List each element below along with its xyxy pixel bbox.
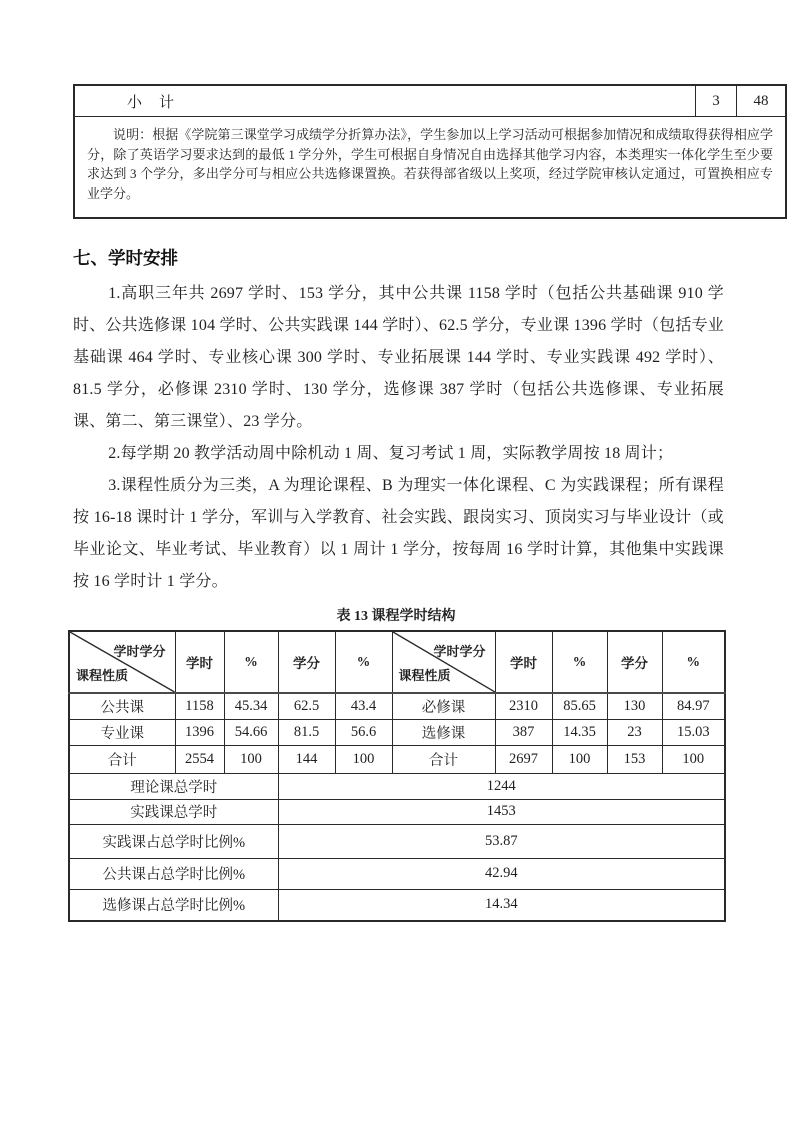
row-label: 合计 bbox=[392, 745, 495, 773]
note-cell bbox=[74, 117, 786, 219]
table-row-public-required bbox=[69, 693, 725, 719]
paragraph-2: 2.每学期 20 教学活动周中除机动 1 周、复习考试 1 周，实际教学周按 18 周计； bbox=[108, 445, 674, 462]
cell-hours: 1396 bbox=[175, 719, 224, 745]
summary-row-elective-ratio bbox=[69, 889, 725, 921]
cell-hours-pct: 54.66 bbox=[224, 719, 278, 745]
cell-hours-pct: 85.65 bbox=[552, 693, 607, 719]
header-hours-left: 学时 bbox=[175, 631, 224, 693]
diagonal-label-hours-credits: 学时学分 bbox=[113, 644, 166, 659]
subtotal-note-table bbox=[73, 84, 787, 219]
cell-hours: 2310 bbox=[495, 693, 552, 719]
header-credits-pct-left: % bbox=[335, 631, 392, 693]
cell-credits-pct: 15.03 bbox=[662, 719, 725, 745]
subtotal-row bbox=[74, 85, 786, 117]
header-credits-right: 学分 bbox=[607, 631, 662, 693]
row-label: 选修课 bbox=[392, 719, 495, 745]
cell-credits-pct: 56.6 bbox=[335, 719, 392, 745]
row-label: 合计 bbox=[69, 745, 175, 773]
cell-hours-pct: 45.34 bbox=[224, 693, 278, 719]
cell-credits: 23 bbox=[607, 719, 662, 745]
cell-hours-pct: 14.35 bbox=[552, 719, 607, 745]
summary-label: 实践课总学时 bbox=[69, 799, 278, 824]
summary-label: 公共课占总学时比例% bbox=[69, 858, 278, 889]
table13-header-row bbox=[69, 631, 725, 693]
note-row bbox=[74, 117, 786, 219]
summary-value: 14.34 bbox=[278, 889, 725, 921]
summary-row-theory-hours bbox=[69, 773, 725, 799]
cell-hours: 1158 bbox=[175, 693, 224, 719]
cell-credits: 130 bbox=[607, 693, 662, 719]
subtotal-label: 小 计 bbox=[74, 85, 696, 117]
cell-credits-pct: 43.4 bbox=[335, 693, 392, 719]
paragraph-1: 1.高职三年共 2697 学时、153 学分，其中公共课 1158 学时（包括公共基础课 910 学时、公共选修课 104 学时、公共实践课 144 学时）、62.5 学分，专业课 1396 学时（包括专业基础课 464 学时、专业核心课 300 学时、专业拓展课 144 学时、专业实践课 492 学时）、81.5 学分，必修课 2310 学时、130 学分，选修课 387 学时（包括公共选修课、专业拓展课、第二、第三课堂）、23 学分。 bbox=[73, 285, 724, 430]
summary-label: 选修课占总学时比例% bbox=[69, 889, 278, 921]
cell-credits-pct: 84.97 bbox=[662, 693, 725, 719]
summary-value: 42.94 bbox=[278, 858, 725, 889]
header-hours-right: 学时 bbox=[495, 631, 552, 693]
summary-label: 理论课总学时 bbox=[69, 773, 278, 799]
table13-caption: 表 13 课程学时结构 bbox=[336, 609, 456, 624]
summary-label: 实践课占总学时比例% bbox=[69, 824, 278, 858]
header-credits-left: 学分 bbox=[278, 631, 335, 693]
cell-hours: 2697 bbox=[495, 745, 552, 773]
summary-value: 1453 bbox=[278, 799, 725, 824]
row-label: 专业课 bbox=[69, 719, 175, 745]
cell-credits-pct: 100 bbox=[335, 745, 392, 773]
diagonal-header-cell-right bbox=[392, 631, 495, 693]
table13-course-hours-structure bbox=[68, 630, 726, 922]
header-credits-pct-right: % bbox=[662, 631, 725, 693]
cell-credits: 62.5 bbox=[278, 693, 335, 719]
summary-value: 1244 bbox=[278, 773, 725, 799]
header-hours-pct-left: % bbox=[224, 631, 278, 693]
cell-hours-pct: 100 bbox=[224, 745, 278, 773]
cell-hours: 2554 bbox=[175, 745, 224, 773]
table-row-totals bbox=[69, 745, 725, 773]
summary-row-practice-hours bbox=[69, 799, 725, 824]
diagonal-header-cell-left bbox=[69, 631, 175, 693]
summary-value: 53.87 bbox=[278, 824, 725, 858]
diagonal-label-hours-credits: 学时学分 bbox=[433, 644, 486, 659]
diagonal-label-course-nature: 课程性质 bbox=[398, 668, 451, 683]
subtotal-credits: 3 bbox=[696, 85, 737, 117]
header-hours-pct-right: % bbox=[552, 631, 607, 693]
row-label: 公共课 bbox=[69, 693, 175, 719]
paragraph-3: 3.课程性质分为三类，A 为理论课程、B 为理实一体化课程、C 为实践课程；所有课程按 16-18 课时计 1 学分，军训与入学教育、社会实践、跟岗实习、顶岗实习与毕业设计（或毕业论文、毕业考试、毕业教育）以 1 周计 1 学分，按每周 16 学时计算，其他集中实践课按 16 学时计 1 学分。 bbox=[73, 477, 724, 590]
cell-credits: 153 bbox=[607, 745, 662, 773]
summary-row-public-ratio bbox=[69, 858, 725, 889]
row-label: 必修课 bbox=[392, 693, 495, 719]
subtotal-hours: 48 bbox=[737, 85, 787, 117]
table-row-major-elective bbox=[69, 719, 725, 745]
section-heading: 七、学时安排 bbox=[73, 248, 178, 268]
cell-credits: 144 bbox=[278, 745, 335, 773]
note-text: 说明：根据《学院第三课堂学习成绩学分折算办法》，学生参加以上学习活动可根据参加情况和成绩取得获得相应学分，除了英语学习要求达到的最低 1 学分外，学生可根据自身情况自由选择其他学习内容，本类理实一体化学生至少要求达到 3 个学分，多出学分可与相应公共选修课置换。若获得部省级以上奖项，经过学院审核认定通过，可置换相应专业学分。 bbox=[87, 127, 773, 201]
cell-credits-pct: 100 bbox=[662, 745, 725, 773]
summary-row-practice-ratio bbox=[69, 824, 725, 858]
diagonal-label-course-nature: 课程性质 bbox=[76, 668, 129, 683]
cell-credits: 81.5 bbox=[278, 719, 335, 745]
cell-hours-pct: 100 bbox=[552, 745, 607, 773]
cell-hours: 387 bbox=[495, 719, 552, 745]
